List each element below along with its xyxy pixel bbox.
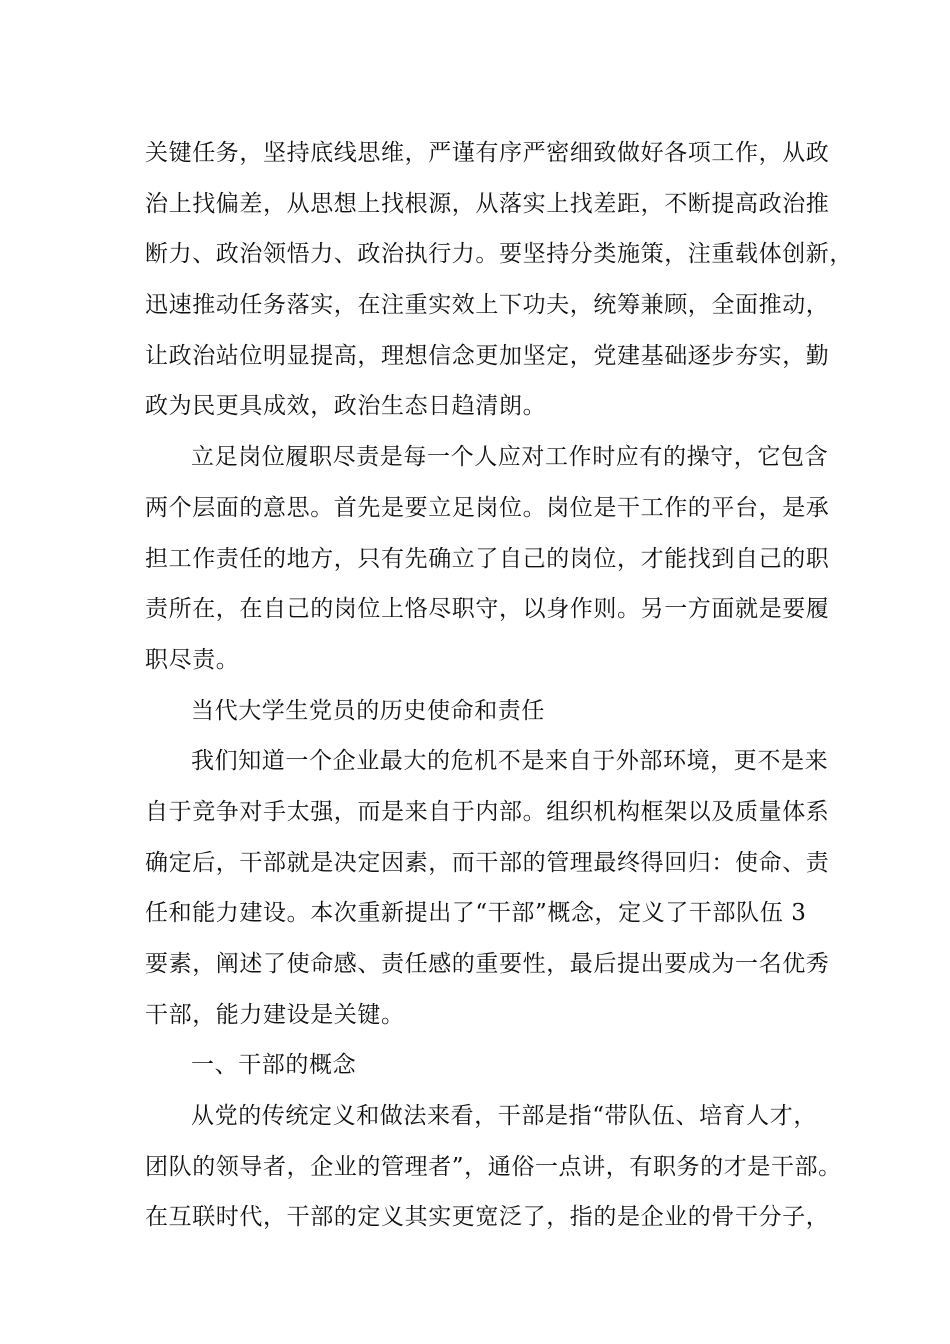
text-line: 关键任务，坚持底线思维，严谨有序严密细致做好各项工作，从政 (145, 140, 830, 166)
text-line: 断力、政治领悟力、政治执行力。要坚持分类施策，注重载体创新， (145, 241, 853, 268)
paragraph-first-line: 从党的传统定义和做法来看，干部是指“带队伍、培育人才， (191, 1103, 817, 1130)
section-heading: 一、干部的概念 (191, 1052, 357, 1079)
paragraph-first-line: 我们知道一个企业最大的危机不是来自于外部环境，更不是来 (191, 748, 829, 775)
paragraph-first-line: 立足岗位履职尽责是每一个人应对工作时应有的操守，它包含 (191, 444, 829, 471)
text-line: 两个层面的意思。首先是要立足岗位。岗位是干工作的平台，是承 (145, 494, 830, 521)
document-body (145, 128, 853, 1243)
text-line: 任和能力建设。本次重新提出了“干部”概念，定义了干部队伍 3 (145, 900, 807, 927)
text-line: 迅速推动任务落实，在注重实效上下功夫，统筹兼顾，全面推动， (145, 292, 830, 319)
text-line: 担工作责任的地方，只有先确立了自己的岗位，才能找到自己的职 (145, 545, 830, 572)
text-line: 政为民更具成效，政治生态日趋清朗。 (145, 393, 547, 420)
text-line: 职尽责。 (145, 646, 240, 673)
text-line: 责所在，在自己的岗位上恪尽职守，以身作则。另一方面就是要履 (145, 596, 830, 623)
text-line: 干部，能力建设是关键。 (145, 1001, 405, 1028)
text-line: 治上找偏差，从思想上找根源，从落实上找差距，不断提高政治推 (145, 190, 830, 217)
text-line: 在互联时代，干部的定义其实更宽泛了，指的是企业的骨干分子， (145, 1204, 830, 1231)
text-line: 自于竞争对手太强，而是来自于内部。组织机构框架以及质量体系 (145, 798, 830, 825)
text-line: 团队的领导者，企业的管理者”，通俗一点讲，有职务的才是干部。 (145, 1153, 842, 1180)
text-line: 要素，阐述了使命感、责任感的重要性，最后提出要成为一名优秀 (145, 951, 830, 977)
section-heading: 当代大学生党员的历史使命和责任 (191, 697, 545, 724)
text-line: 确定后，干部就是决定因素，而干部的管理最终得回归：使命、责 (145, 849, 830, 876)
text-line: 让政治站位明显提高，理想信念更加坚定，党建基础逐步夯实，勤 (145, 342, 830, 369)
